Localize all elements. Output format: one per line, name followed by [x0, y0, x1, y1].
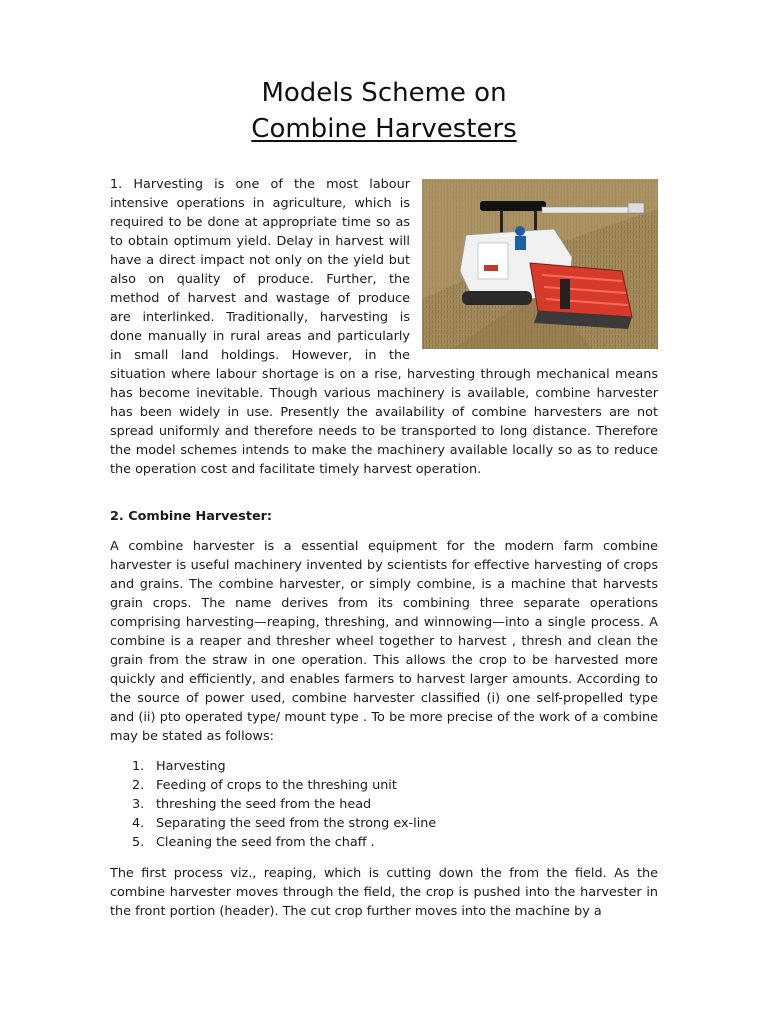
- list-number: 5.: [132, 835, 145, 850]
- list-item: [110, 833, 658, 852]
- list-text: Cleaning the seed from the chaff .: [156, 835, 375, 850]
- list-item: [110, 757, 658, 776]
- section2-heading: 2. Combine Harvester:: [110, 509, 273, 524]
- list-number: 1.: [132, 759, 145, 774]
- process-list: [110, 757, 658, 852]
- list-text: Separating the seed from the strong ex-line: [156, 816, 437, 831]
- list-item: [110, 795, 658, 814]
- page-title-line1: Models Scheme on: [261, 78, 507, 108]
- list-number: 4.: [132, 816, 145, 831]
- combine-harvester-photo: [422, 179, 658, 349]
- list-item: [110, 814, 658, 833]
- section2-paragraph: A combine harvester is a essential equipment for the modern farm combine harvester is useful machinery invented by scientists for effective harvesting of crops and grains. The combine harvester, or simply combine, is a machine that harvests grain crops. The name derives from its combining three separate operations comprising harvesting—reaping, threshing, and winnowing—into a single process. A combine is a reaper and thresher wheel together to harvest , thresh and clean the grain from the straw in one operation. This allows the crop to be harvested more quickly and efficiently, and enables farmers to harvest larger amounts. According to the source of power used, combine harvester classified (i) one self-propelled type and (ii) pto operated type/ mount type . To be more precise of the work of a combine may be stated as follows:: [110, 539, 658, 744]
- page-title-line2: Combine Harvesters: [251, 114, 517, 144]
- list-number: 3.: [132, 797, 145, 812]
- section1-paragraph: [110, 175, 658, 479]
- list-text: threshing the seed from the head: [156, 797, 372, 812]
- list-text: Feeding of crops to the threshing unit: [156, 778, 397, 793]
- list-text: Harvesting: [156, 759, 226, 774]
- section1-text: 1. Harvesting is one of the most labour intensive operations in agriculture, which is required to be done at appropriate time so as to obtain optimum yield. Delay in harvest will have a direct impact not only on the yield but also on quality of produce. Further, the method of harvest and wastage of produce are interlinked. Traditionally, harvesting is done manually in rural areas and particularly in small land holdings. However, in the situation where labour shortage is on a rise, harvesting through mechanical means has become inevitable. Though various machinery is available, combine harvester has been widely in use. Presently the availability of combine harvesters are not spread uniformly and therefore needs to be transported to long distance. Therefore the model schemes intends to make the machinery available locally so as to reduce the operation cost and facilitate timely harvest operation.: [110, 177, 658, 477]
- list-number: 2.: [132, 778, 145, 793]
- list-item: [110, 776, 658, 795]
- closing-paragraph: The first process viz., reaping, which is cutting down the from the field. As the combine harvester moves through the field, the crop is pushed into the harvester in the front portion (header). The cut crop further moves into the machine by a: [110, 866, 658, 919]
